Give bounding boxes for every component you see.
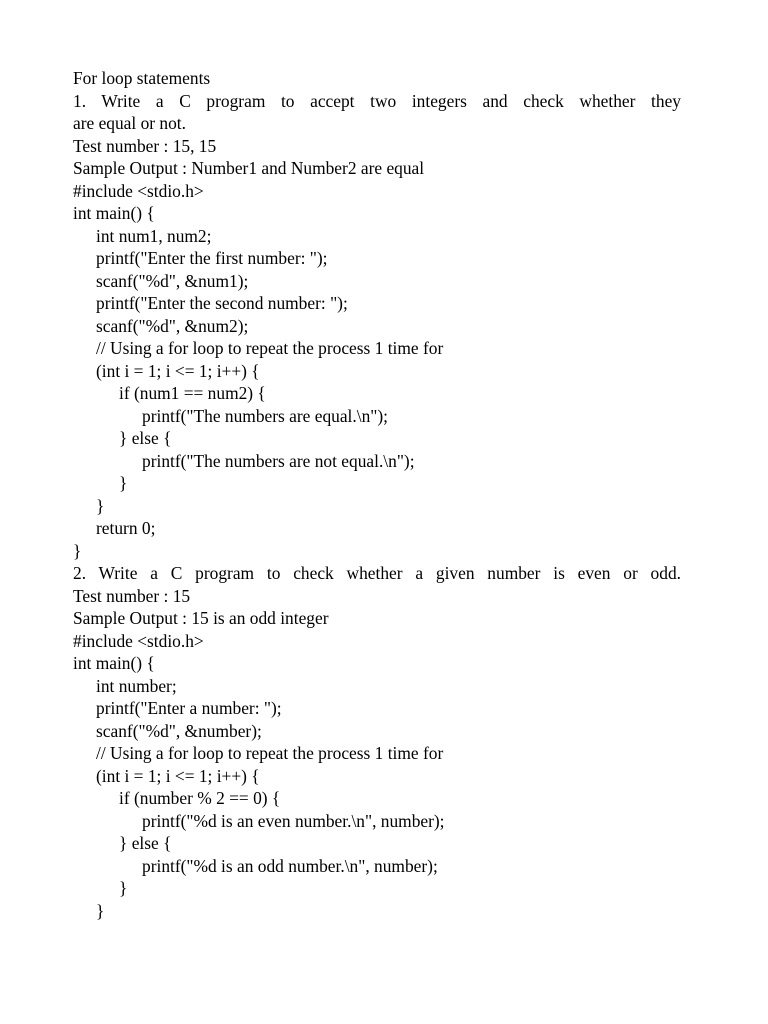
code-line: } bbox=[119, 878, 128, 898]
code-line: printf("Enter a number: "); bbox=[96, 698, 282, 718]
code-line: } else { bbox=[119, 428, 172, 448]
question-2: 2. Write a C program to check whether a given number is even or odd. bbox=[73, 563, 681, 583]
code-line: printf("Enter the first number: "); bbox=[96, 248, 328, 268]
test-number-2: Test number : 15 bbox=[73, 585, 191, 606]
code-line: scanf("%d", &num2); bbox=[96, 315, 249, 336]
code-line: (int i = 1; i <= 1; i++) { bbox=[96, 765, 260, 786]
code-line: scanf("%d", &number); bbox=[96, 720, 262, 741]
code-line: int number; bbox=[96, 675, 177, 696]
code-line: printf("%d is an even number.\n", number); bbox=[142, 810, 445, 831]
code-line: int main() { bbox=[73, 653, 155, 673]
code-line: int num1, num2; bbox=[96, 225, 212, 246]
code-line: printf("%d is an odd number.\n", number); bbox=[142, 855, 438, 876]
code-line: } bbox=[119, 473, 128, 493]
code-line: printf("Enter the second number: "); bbox=[96, 293, 348, 313]
code-line: #include <stdio.h> bbox=[73, 180, 204, 201]
code-line: return 0; bbox=[96, 518, 156, 538]
code-line: printf("The numbers are not equal.\n"); bbox=[142, 450, 415, 471]
document-page bbox=[73, 67, 681, 922]
code-line: } bbox=[96, 900, 105, 921]
code-line: } else { bbox=[119, 833, 172, 853]
sample-output-1: Sample Output : Number1 and Number2 are equal bbox=[73, 158, 425, 178]
code-line: printf("The numbers are equal.\n"); bbox=[142, 405, 388, 426]
code-line: if (num1 == num2) { bbox=[119, 383, 266, 403]
test-number-1: Test number : 15, 15 bbox=[73, 135, 217, 156]
question-1-line-1: 1. Write a C program to accept two integers and check whether they bbox=[73, 90, 681, 111]
code-line: (int i = 1; i <= 1; i++) { bbox=[96, 360, 260, 381]
code-line: scanf("%d", &num1); bbox=[96, 270, 249, 291]
sample-output-2: Sample Output : 15 is an odd integer bbox=[73, 608, 329, 628]
code-line: } bbox=[73, 540, 82, 561]
code-line: int main() { bbox=[73, 203, 155, 223]
code-line: #include <stdio.h> bbox=[73, 630, 204, 651]
code-line: } bbox=[96, 495, 105, 516]
code-comment: // Using a for loop to repeat the process 1 time for bbox=[96, 743, 444, 763]
code-line: if (number % 2 == 0) { bbox=[119, 788, 281, 808]
document-heading: For loop statements bbox=[73, 68, 211, 88]
question-1-line-2: are equal or not. bbox=[73, 113, 186, 133]
code-comment: // Using a for loop to repeat the process 1 time for bbox=[96, 338, 444, 358]
